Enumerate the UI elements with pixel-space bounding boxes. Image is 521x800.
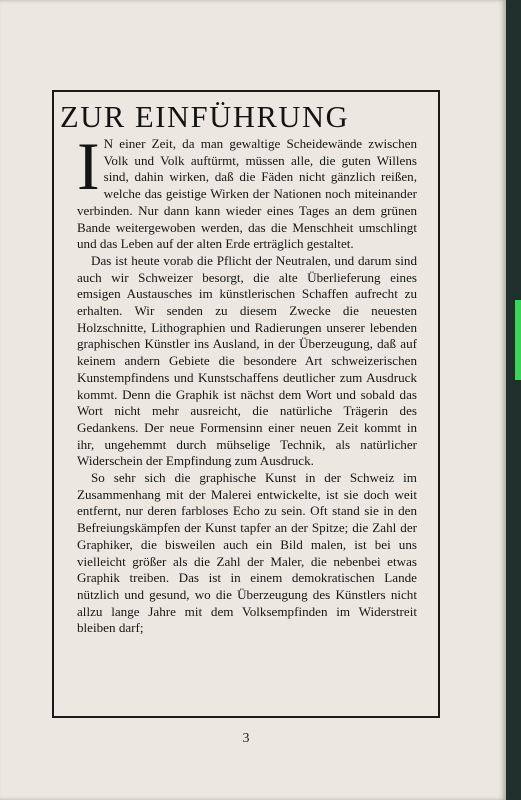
page-number: 3 [242,731,250,746]
paragraph-1-text: N einer Zeit, da man gewaltige Scheidewände zwischen Volk und Volk auftürmt, müssen alle, die guten Willens sind, dahin wirken, daß die Fäden nicht gänzlich reißen, welche das geistige Wirken der Nationen noch miteinander verbinden. Nur dann kann wieder eines Tages an dem grünen Bande weitergewoben werden, das die Menschheit umschlingt und das Leben auf der alten Erde erträglich gestaltet. [77,136,417,252]
drop-cap-initial: I [77,128,100,204]
next-page-edge [515,300,521,380]
page-title: ZUR EINFÜHRUNG [60,100,350,134]
paragraph-2: Das ist heute vorab die Pflicht der Neutralen, und darum sind auch wir Schweizer besorgt, die alte Überlieferung eines emsigen Austausches im künstlerischen Schaffen aufrecht zu erhalten. Wir senden zu diesem Zwecke die neuesten Holzschnitte, Lithographien und Radierungen unserer lebenden graphischen Künstler ins Ausland, in der Überzeugung, daß auf keinem andern Gebiete die besondere Art schweizerischen Kunstempfindens und Kunstschaffens deutlicher zum Ausdruck kommt. Denn die Graphik ist nächst dem Wort und sobald das Wort nicht mehr ausreicht, die natürliche Trägerin des Gedankens. Der neue Formensinn einer neuen Zeit kommt in ihr, ungehemmt durch mühselige Technik, als natürlicher Widerschein der Empfindung zum Ausdruck. [77,252,417,469]
paragraph-3: So sehr sich die graphische Kunst in der Schweiz im Zusammenhang mit der Malerei entwickelte, ist sie doch weit entfernt, nur deren farbloses Echo zu sein. Oft stand sie in den Befreiungskämpfen der Kunst tapfer an der Spitze; die Zahl der Graphiker, die bisweilen auch ein Bild malen, ist bei uns vielleicht größer als die Zahl der Maler, die nebenbei etwas Graphik treiben. Das ist in einem demokratischen Lande nützlich und gesund, wo die Überzeugung des Künstlers nicht allzu lange Jahre mit dem Volksempfinden im Widerstreit bleiben darf; [77,470,417,636]
body-text [77,128,417,637]
paragraph-1 [77,128,417,253]
